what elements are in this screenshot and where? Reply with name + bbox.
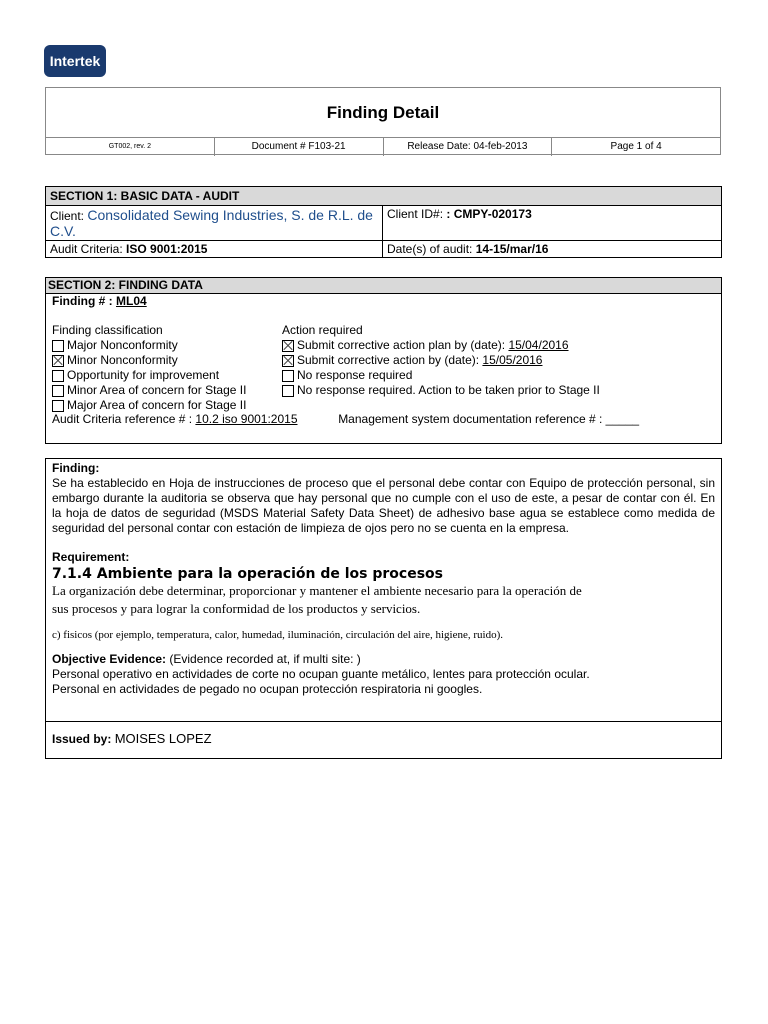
audit-dates-cell xyxy=(383,241,552,257)
checkbox-no-response-stage2[interactable] xyxy=(282,385,294,397)
action-item: No response required. Action to be taken prior to Stage II xyxy=(297,383,600,397)
finding-label: Finding: xyxy=(52,461,100,475)
classification-label: Finding classification xyxy=(52,323,163,337)
document-header xyxy=(45,87,721,155)
mgmt-ref-label: Management system documentation reference # : xyxy=(338,412,603,426)
section-2-title: SECTION 2: FINDING DATA xyxy=(46,278,721,294)
section-2-finding-data xyxy=(45,277,722,444)
requirement-line: c) fisicos (por ejemplo, temperatura, calor, humedad, iluminación, circulación del aire, higiene, ruido). xyxy=(52,629,503,641)
checkbox-submit-plan[interactable] xyxy=(282,340,294,352)
issued-by-value: MOISES LOPEZ xyxy=(114,731,212,746)
evidence-line: Personal en actividades de pegado no ocupan protección respiratoria ni googles. xyxy=(52,682,483,696)
audit-criteria-value: ISO 9001:2015 xyxy=(126,242,208,256)
audit-criteria-cell xyxy=(46,241,383,257)
checkbox-minor-area[interactable] xyxy=(52,385,64,397)
evidence-label: Objective Evidence: xyxy=(52,652,167,666)
client-label: Client: xyxy=(50,209,85,223)
document-number: Document # F103-21 xyxy=(215,138,384,156)
criteria-ref-value: 10.2 iso 9001:2015 xyxy=(195,412,298,426)
section-1-basic-data xyxy=(45,186,722,258)
client-id-label: Client ID#: xyxy=(387,207,444,221)
intertek-logo: Intertek xyxy=(44,45,106,77)
form-code: GT002, rev. 2 xyxy=(46,138,215,156)
action-item: No response required xyxy=(297,368,413,382)
checkbox-no-response[interactable] xyxy=(282,370,294,382)
requirement-line: La organización debe determinar, proporcionar y mantener el ambiente necesario para la operación de xyxy=(52,583,582,598)
action-date: 15/05/2016 xyxy=(482,353,543,367)
requirement-label: Requirement: xyxy=(52,550,130,564)
issued-by xyxy=(46,722,721,749)
action-item: Submit corrective action plan by (date): xyxy=(297,338,506,352)
audit-dates-value: 14-15/mar/16 xyxy=(475,242,549,256)
mgmt-ref-value: _____ xyxy=(605,412,640,426)
checkbox-major-area[interactable] xyxy=(52,400,64,412)
client-cell xyxy=(46,206,383,240)
section-1-title: SECTION 1: BASIC DATA - AUDIT xyxy=(46,187,721,206)
release-date: Release Date: 04-feb-2013 xyxy=(384,138,553,156)
client-id-value: : CMPY-020173 xyxy=(446,207,532,221)
criteria-ref-label: Audit Criteria reference # : xyxy=(52,412,193,426)
classification-list xyxy=(52,323,282,413)
checkbox-opportunity[interactable] xyxy=(52,370,64,382)
classification-item: Minor Area of concern for Stage II xyxy=(67,383,247,397)
finding-number-label: Finding # : xyxy=(52,294,113,308)
finding-text: Se ha establecido en Hoja de instrucciones de proceso que el personal debe contar con Equipo de protección personal, sin embargo durante la auditoria se observa que hay personal que no cumple con el uso de este, a pesar de contar con él. En la hoja de datos de seguridad (MSDS Material Safety Data Sheet) de adhesivo base agua se establece como medida de seguridad del personal contar con estación de limpieza de ojos pero no se cuenta en la empresa. xyxy=(52,476,715,535)
page-title: Finding Detail xyxy=(46,88,720,138)
evidence-note: (Evidence recorded at, if multi site: ) xyxy=(169,652,361,666)
action-label: Action required xyxy=(282,323,363,337)
client-id-cell xyxy=(383,206,536,240)
checkbox-major-nc[interactable] xyxy=(52,340,64,352)
issued-by-label: Issued by: xyxy=(52,732,112,746)
client-value: Consolidated Sewing Industries, S. de R.L. de C.V. xyxy=(50,207,373,239)
evidence-line: Personal operativo en actividades de corte no ocupan guante metálico, lentes para protección ocular. xyxy=(52,667,590,681)
classification-item: Minor Nonconformity xyxy=(67,353,178,367)
audit-criteria-label: Audit Criteria: xyxy=(50,242,123,256)
finding-number-value: ML04 xyxy=(116,294,147,308)
classification-item: Major Area of concern for Stage II xyxy=(67,398,247,412)
action-list xyxy=(282,323,600,413)
checkbox-minor-nc[interactable] xyxy=(52,355,64,367)
classification-item: Opportunity for improvement xyxy=(67,368,220,382)
checkbox-submit-action[interactable] xyxy=(282,355,294,367)
audit-dates-label: Date(s) of audit: xyxy=(387,242,473,256)
section-3-finding-detail xyxy=(45,458,722,759)
requirement-heading: 7.1.4 Ambiente para la operación de los procesos xyxy=(52,566,443,582)
classification-item: Major Nonconformity xyxy=(67,338,178,352)
action-plan-date: 15/04/2016 xyxy=(508,338,569,352)
requirement-line: sus procesos y para lograr la conformidad de los productos y servicios. xyxy=(52,601,421,616)
action-item: Submit corrective action by (date): xyxy=(297,353,480,367)
page-number: Page 1 of 4 xyxy=(610,141,662,152)
